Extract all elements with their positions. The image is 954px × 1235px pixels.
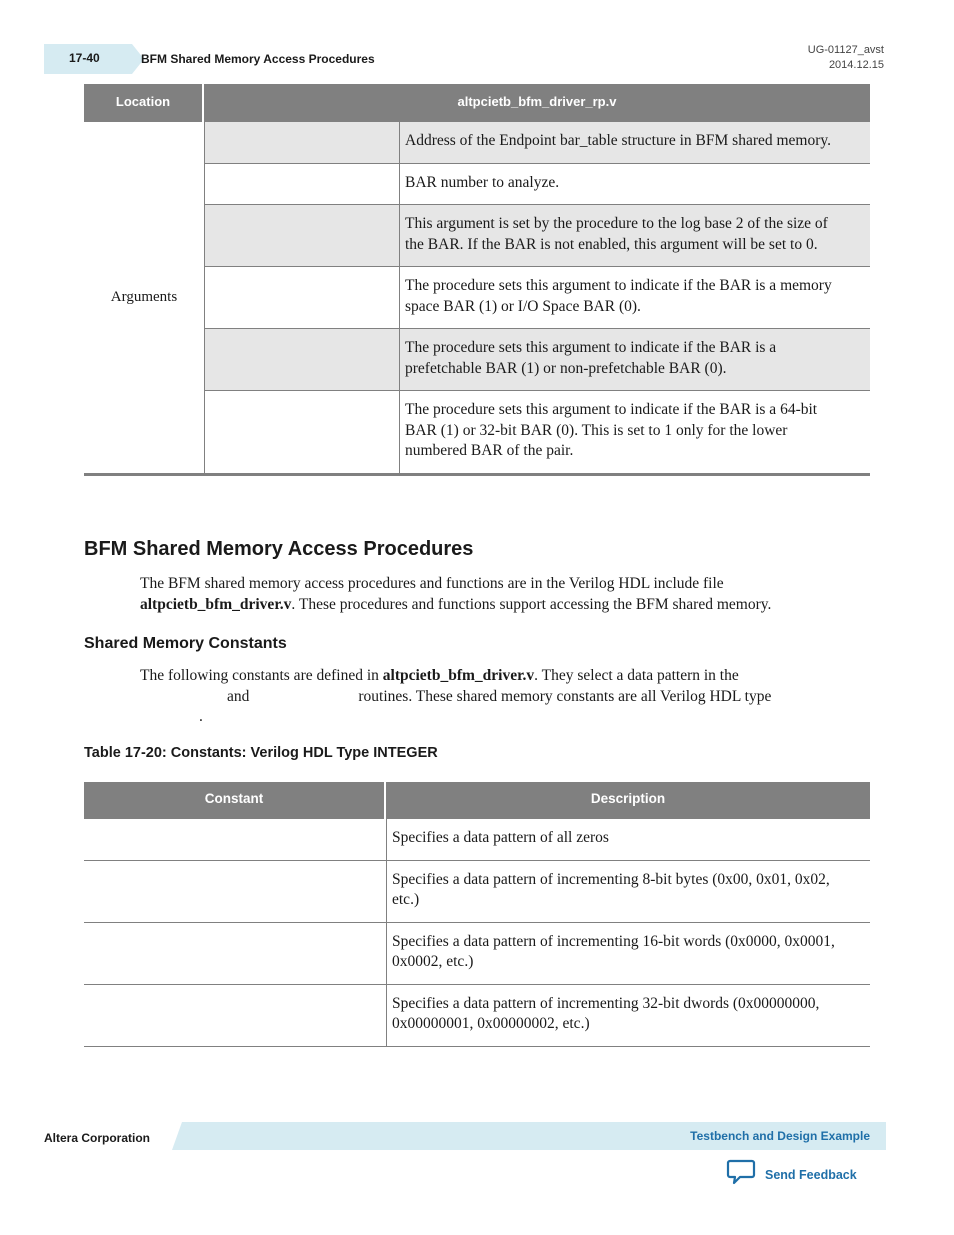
table-row (84, 861, 870, 923)
argument-description: The procedure sets this argument to indicate if the BAR is a prefetchable BAR (1) or non-prefetchable BAR (0). (405, 339, 777, 377)
table-row (205, 205, 870, 267)
argument-description: The procedure sets this argument to indicate if the BAR is a 64-bit BAR (1) or 32-bit BAR (0). This is set to 1 only for the lower numbered BAR of the pair. (405, 401, 818, 459)
argument-name-cell (205, 205, 400, 266)
intro-text: The BFM shared memory access procedures and functions are in the Verilog HDL include file (140, 575, 724, 592)
argument-description: This argument is set by the procedure to the log base 2 of the size of the BAR. If the BAR is not enabled, this argument will be set to 0. (405, 215, 828, 253)
company-name: Altera Corporation (44, 1131, 151, 1145)
constant-name-cell (84, 819, 387, 860)
argument-description: The procedure sets this argument to indicate if the BAR is a memory space BAR (1) or I/O Space BAR (0). (405, 277, 832, 315)
argument-description: Address of the Endpoint bar_table structure in BFM shared memory. (405, 132, 832, 149)
column-header-constant: Constant (84, 782, 386, 819)
argument-name-cell (205, 391, 400, 473)
send-feedback-label: Send Feedback (765, 1167, 857, 1182)
routines-text: routines. These shared memory constants are all Verilog HDL type (358, 687, 772, 705)
constant-name-cell (84, 861, 387, 922)
argument-name-cell (205, 122, 400, 163)
table-caption: Table 17-20: Constants: Verilog HDL Type INTEGER (84, 745, 438, 761)
table-row (84, 985, 870, 1047)
argument-name-cell (205, 267, 400, 328)
table-row (84, 819, 870, 861)
table-header (84, 782, 870, 819)
running-title: BFM Shared Memory Access Procedures (141, 52, 375, 66)
subsection-heading: Shared Memory Constants (84, 635, 287, 652)
argument-description: BAR number to analyze. (405, 173, 560, 191)
table-body (84, 122, 870, 476)
constant-name-cell (84, 923, 387, 984)
section-intro (140, 573, 860, 615)
constants-table (84, 782, 870, 1047)
constant-description: Specifies a data pattern of incrementing 16-bit words (0x0000, 0x0001, 0x0002, etc.) (392, 932, 835, 970)
and-word: and (227, 687, 250, 705)
column-header-file: altpcietb_bfm_driver_rp.v (457, 94, 617, 109)
table-row (205, 164, 870, 206)
constant-description: Specifies a data pattern of all zeros (392, 829, 609, 846)
intro-text-continued: . These procedures and functions support accessing the BFM shared memory. (291, 596, 772, 613)
column-header-description: Description (590, 791, 666, 806)
constant-description: Specifies a data pattern of incrementing 32-bit dwords (0x00000000, 0x00000001, 0x00000002, etc.) (392, 994, 820, 1032)
column-header-location: Location (84, 84, 204, 122)
send-feedback-button[interactable] (726, 1158, 857, 1191)
doc-info (808, 43, 884, 73)
doc-id: UG-01127_avst (807, 44, 884, 56)
include-file-name: altpcietb_bfm_driver.v (140, 596, 292, 613)
section-link[interactable]: Testbench and Design Example (690, 1129, 870, 1143)
argument-name-cell (205, 164, 400, 205)
constants-text-continued: . They select a data pattern in the (534, 667, 739, 684)
table-row (205, 267, 870, 329)
constants-file-name: altpcietb_bfm_driver.v (382, 667, 535, 684)
subsection-text (140, 666, 860, 728)
page-number: 17-40 (69, 51, 100, 65)
constant-description: Specifies a data pattern of incrementing 8-bit bytes (0x00, 0x01, 0x02, etc.) (392, 870, 830, 908)
doc-date: 2014.12.15 (828, 59, 884, 71)
constants-text: The following constants are defined in (140, 667, 383, 684)
arguments-table (84, 84, 870, 476)
argument-name-cell (205, 329, 400, 390)
table-row (205, 391, 870, 473)
table-row (205, 122, 870, 164)
section-heading: BFM Shared Memory Access Procedures (84, 538, 474, 560)
speech-bubble-icon (726, 1158, 756, 1191)
table-row (84, 923, 870, 985)
constant-name-cell (84, 985, 387, 1046)
sentence-end: . (199, 708, 203, 725)
location-cell: Arguments (84, 122, 205, 473)
table-header (84, 84, 870, 122)
table-row (205, 329, 870, 391)
